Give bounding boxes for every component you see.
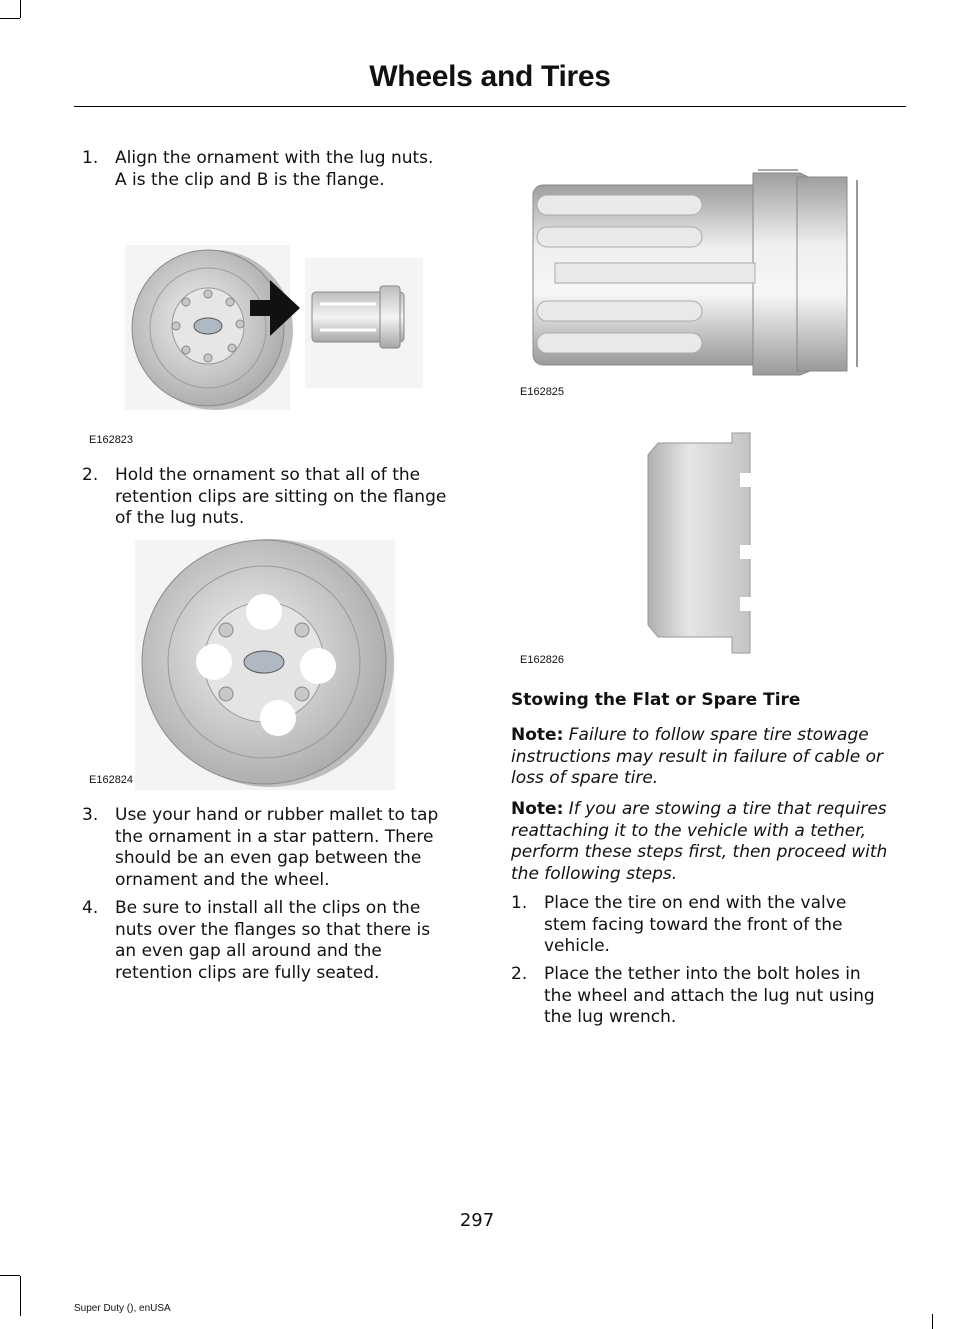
ornament-clip-figure — [525, 165, 865, 380]
step-text-line: ornament and the wheel. — [115, 869, 330, 890]
note-text-line: reattaching it to the vehicle with a tether, — [511, 820, 867, 841]
crop-mark — [20, 1276, 21, 1316]
step-text-line: an even gap all around and the — [115, 941, 382, 961]
step-text-line: Place the tire on end with the valve — [544, 893, 847, 913]
step-number: 4. — [82, 898, 99, 918]
header-rule — [74, 106, 906, 107]
figure-code: E162825 — [520, 386, 565, 398]
step-text-line: stem facing toward the front of the — [544, 914, 843, 935]
step-text-line: the lug wrench. — [544, 1007, 677, 1027]
step-text-line: the ornament in a star pattern. There — [115, 826, 434, 847]
step-number: 2. — [511, 964, 528, 984]
crop-mark — [20, 0, 21, 18]
note-label: Note: — [511, 725, 564, 745]
note-label: Note: — [511, 799, 564, 819]
crop-mark — [932, 1314, 933, 1329]
step-text-line: retention clips are fully seated. — [115, 962, 380, 983]
note-text-line: perform these steps first, then proceed with — [511, 842, 888, 862]
step-text-line: A is the clip and B is the flange. — [115, 169, 385, 190]
wheel-retention-clips-figure — [130, 538, 400, 793]
note-2 — [511, 799, 911, 885]
clip-profile-figure — [640, 425, 760, 657]
crop-mark — [0, 18, 20, 19]
step-text-line: retention clips are sitting on the flange — [115, 486, 447, 507]
wheel-ornament-align-figure — [120, 240, 430, 415]
note-1 — [511, 725, 911, 790]
note-text-line: Failure to follow spare tire stowage — [568, 725, 869, 745]
step-text-line: should be an even gap between the — [115, 848, 422, 868]
note-text-line: instructions may result in failure of cable or — [511, 746, 883, 767]
step-text-line: Place the tether into the bolt holes in — [544, 964, 861, 984]
step-number: 1. — [511, 893, 528, 913]
step-text-line: of the lug nuts. — [115, 508, 245, 528]
note-text-line: If you are stowing a tire that requires — [568, 799, 887, 819]
step-text-line: Hold the ornament so that all of the — [115, 465, 421, 485]
page-title: Wheels and Tires — [369, 60, 611, 93]
figure-code: E162826 — [520, 654, 565, 666]
document-id: Super Duty (), enUSA — [74, 1303, 171, 1314]
step-text-line: Be sure to install all the clips on the — [115, 898, 421, 918]
step-text-line: the wheel and attach the lug nut using — [544, 985, 875, 1006]
note-text-line: the following steps. — [511, 863, 678, 884]
step-text-line: Align the ornament with the lug nuts. — [115, 148, 434, 168]
page-number: 297 — [459, 1210, 495, 1231]
crop-mark — [0, 1275, 20, 1276]
step-number: 2. — [82, 465, 99, 485]
step-number: 1. — [82, 148, 99, 168]
step-text-line: Use your hand or rubber mallet to tap — [115, 805, 439, 825]
section-heading: Stowing the Flat or Spare Tire — [511, 690, 801, 710]
step-text-line: vehicle. — [544, 936, 610, 956]
note-text-line: loss of spare tire. — [511, 768, 659, 788]
figure-code: E162823 — [89, 434, 134, 446]
step-text-line: nuts over the flanges so that there is — [115, 919, 431, 940]
step-number: 3. — [82, 805, 99, 825]
figure-code: E162824 — [89, 774, 134, 786]
